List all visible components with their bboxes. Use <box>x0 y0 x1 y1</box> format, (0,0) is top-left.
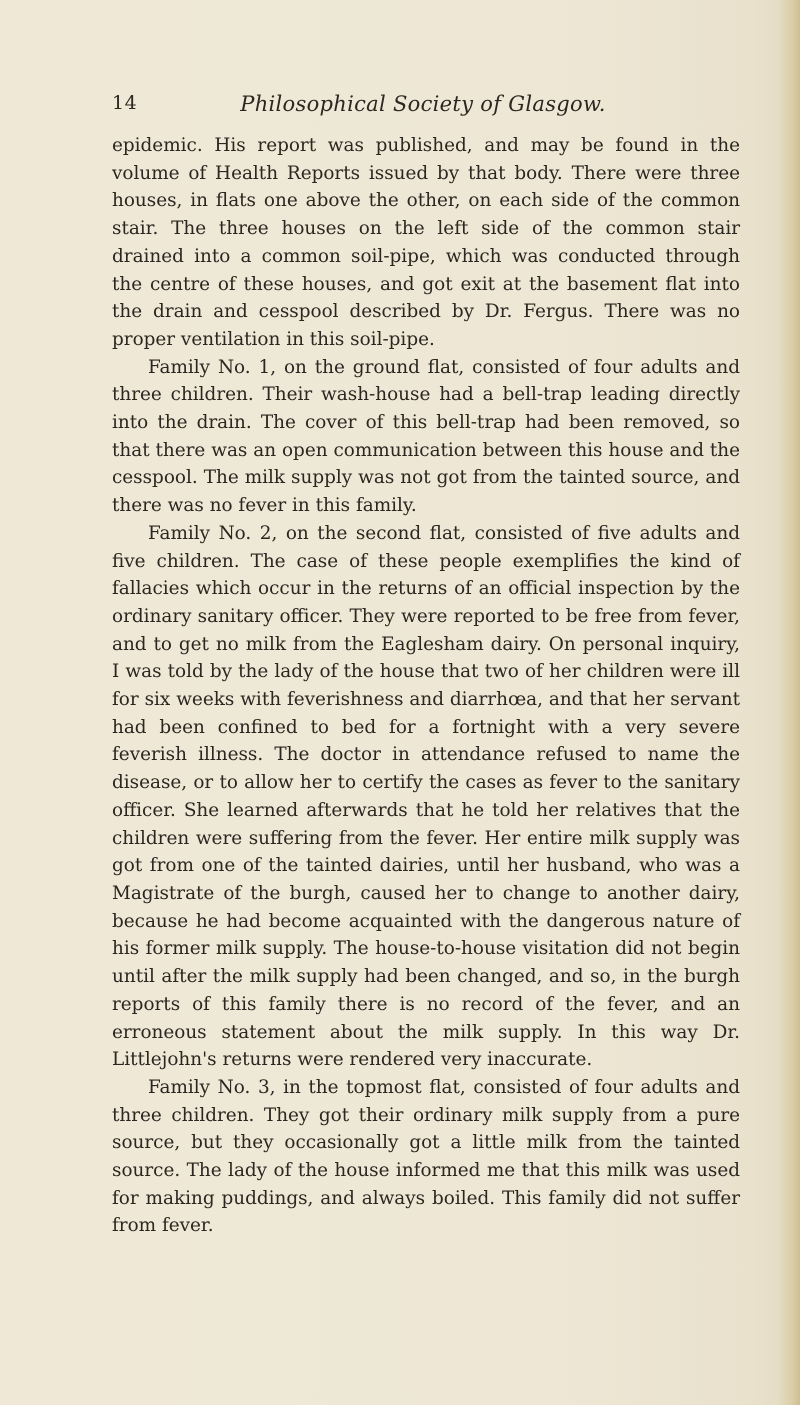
running-title: Philosophical Society of Glasgow. <box>240 92 606 116</box>
paragraph-1: epidemic. His report was published, and may be found in the volume of Health Reports issued by that body. There were three houses, in flats one above the other, on each side of the common stair. The three houses on the left side of the common stair drained into a common soil-pipe, which was conducted through the centre of these houses, and got exit at the basement flat into the drain and cesspool described by Dr. Fergus. There was no proper ventilation in this soil-pipe. <box>112 135 740 350</box>
paragraph-4: Family No. 3, in the topmost flat, consisted of four adults and three children. They got their ordinary milk supply from a pure source, but they occasionally got a little milk from the tainted source. The lady of the house informed me that this milk was used for making puddings, and always boiled. This family did not suffer from fever. <box>112 1076 740 1237</box>
page-edge-shadow <box>778 0 800 1405</box>
page-number: 14 <box>112 92 138 114</box>
page-header <box>112 92 712 122</box>
body-text <box>112 132 740 1240</box>
paragraph-3: Family No. 2, on the second flat, consisted of five adults and five children. The case of these people exemplifies the kind of fallacies which occur in the returns of an official inspection by the ordinary sanitary officer. They were reported to be free from fever, and to get no milk from the Eaglesham dairy. On personal inquiry, I was told by the lady of the house that two of her children were ill for six weeks with feverishness and diarrhœa, and that her servant had been confined to bed for a fortnight with a very severe feverish illness. The doctor in attendance refused to name the disease, or to allow her to certify the cases as fever to the sanitary officer. She learned afterwards that he told her relatives that the children were suffering from the fever. Her entire milk supply was got from one of the tainted dairies, until her husband, who was a Magistrate of the burgh, caused her to change to another dairy, because he had become acquainted with the dangerous nature of his former milk supply. The house-to-house visitation did not begin until after the milk supply had been changed, and so, in the burgh reports of this family there is no record of the fever, and an erroneous statement about the milk supply. In this way Dr. Littlejohn's returns were rendered very inaccurate. <box>112 522 740 1071</box>
paragraph-2: Family No. 1, on the ground flat, consisted of four adults and three children. Their wash-house had a bell-trap leading directly into the drain. The cover of this bell-trap had been removed, so that there was an open communication between this house and the cesspool. The milk supply was not got from the tainted source, and there was no fever in this family. <box>112 356 740 517</box>
